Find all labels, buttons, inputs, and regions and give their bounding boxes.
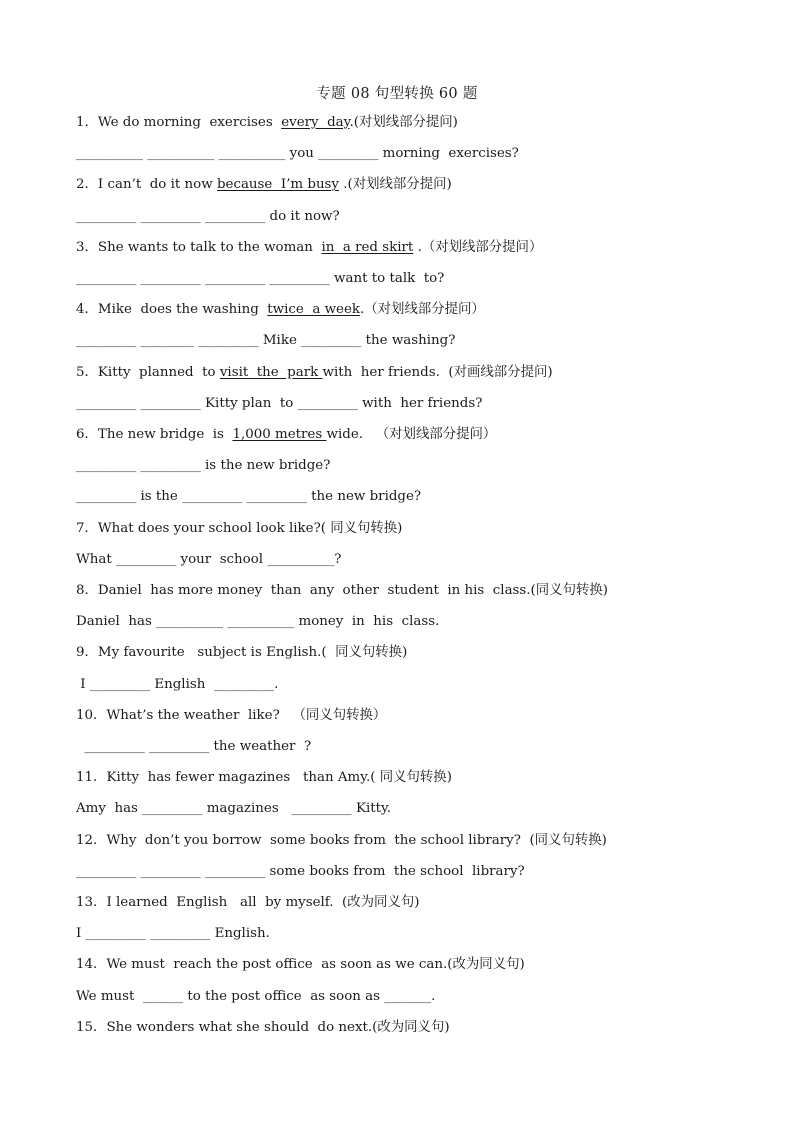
question-line [76,644,407,662]
question-line [76,832,607,850]
answer-line: Amy has _________ magazines _________ Kitty. [76,801,392,817]
answer-line: _________ _________ Kitty plan to _________ with her friends? [76,395,483,411]
answer-line: _________ _________ _________ do it now? [76,208,340,224]
question-number: 12． [76,832,107,848]
underlined-part: 1,000 metres [232,427,327,442]
question-number: 8． [76,583,98,598]
question-text: The new bridge is [97,427,233,442]
question-number: 2． [76,177,98,193]
question-text: I can’t do it now [97,177,217,193]
question-instruction: .(对划线部分提问) [339,177,452,193]
question-text: Kitty has fewer magazines than Amy.( 同义句转换) [106,770,452,786]
question-line [76,956,525,974]
question-text: What does your school look like?( 同义句转换) [97,520,403,536]
answer-line: _________ ________ _________ Mike _________ the washing? [76,333,456,349]
question-text: Kitty planned to [97,364,220,380]
question-line [76,707,386,725]
question-text: Daniel has more money than any other student in his class.(同义句转换) [97,583,608,598]
underlined-part: twice a week [267,302,361,318]
question-text: We do morning exercises [97,115,282,130]
question-instruction: .（对划线部分提问） [360,302,485,318]
answer-line: _________ _________ the weather ? [76,739,312,754]
underlined-part: because I’m busy [216,177,339,193]
question-instruction: .(对划线部分提问) [349,115,458,130]
question-number: 15． [76,1019,107,1035]
question-number: 7． [76,520,98,536]
question-line [76,894,419,912]
answer-line: _________ is the _________ _________ the new bridge? [76,489,422,505]
answer-line: Daniel has __________ __________ money in his class. [76,614,440,630]
question-number: 1． [76,115,98,130]
question-instruction: with her friends. (对画线部分提问) [322,364,553,380]
question-line [76,582,608,600]
answer-line: _________ _________ _________ some books from the school library? [76,863,525,879]
question-line [76,426,496,444]
question-line [76,239,542,257]
answer-line: I _________ _________ English. [76,926,270,942]
underlined-part: visit the park [219,364,323,380]
question-number: 3． [76,239,98,255]
question-number: 5． [76,364,98,380]
question-text: Why don’t you borrow some books from the school library? (同义句转换) [106,832,607,848]
question-line [76,769,452,787]
question-number: 4． [76,302,98,318]
question-line [76,114,458,132]
question-line [76,520,402,538]
answer-line: I _________ English _________. [76,676,279,692]
question-text: I learned English all by myself. (改为同义句) [106,895,420,910]
question-instruction: .（对划线部分提问） [413,239,543,255]
answer-line: _________ _________ is the new bridge? [76,458,331,474]
question-number: 6． [76,427,98,442]
answer-line: _________ _________ _________ _________ want to talk to? [76,271,445,286]
question-text: What’s the weather like? （同义句转换） [106,707,387,723]
underlined-part: in a red skirt [321,239,414,255]
answer-line: We must ______ to the post office as soon as _______. [76,988,436,1004]
question-line [76,1019,450,1037]
question-number: 10． [76,707,107,723]
answer-line: What _________ your school __________? [76,551,342,567]
question-text: She wonders what she should do next.(改为同义句) [106,1019,450,1035]
question-text: We must reach the post office as soon as we can.(改为同义句) [106,957,525,973]
question-number: 9． [76,645,98,661]
question-line [76,301,485,319]
question-text: She wants to talk to the woman [97,239,322,255]
question-text: Mike does the washing [97,302,268,318]
question-number: 11． [76,770,107,786]
page-title: 专题 08 句型转换 60 题 [316,86,478,102]
question-line [76,364,553,382]
question-text: My favourite subject is English.( 同义句转换) [97,645,408,661]
question-instruction: wide. （对划线部分提问） [326,427,497,442]
question-line [76,176,452,194]
question-number: 13． [76,895,107,910]
question-number: 14． [76,957,107,973]
underlined-part: every day [281,115,350,130]
answer-line: __________ __________ __________ you _________ morning exercises? [76,146,519,162]
